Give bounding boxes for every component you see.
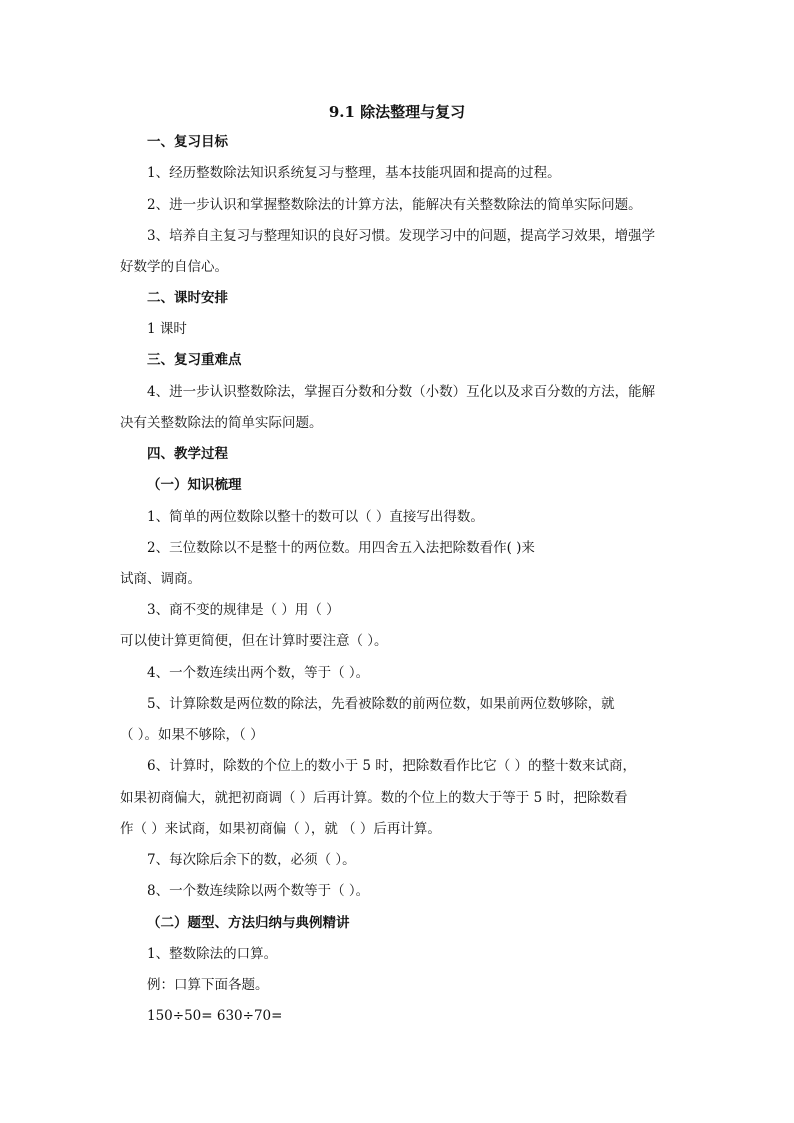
subsection-heading-examples: （二）题型、方法归纳与典例精讲 [147,915,350,931]
knowledge-item-8: 8、一个数连续除以两个数等于（ ）。 [147,883,370,899]
knowledge-item-2-continued: 试商、调商。 [120,571,201,587]
knowledge-item-1: 1、简单的两位数除以整十的数可以（ ）直接写出得数。 [147,509,484,525]
objective-item-3: 3、培养自主复习与整理知识的良好习惯。发现学习中的问题，提高学习效果，增强学 [147,228,656,244]
key-point-item-4-continued: 决有关整数除法的简单实际问题。 [120,415,323,431]
knowledge-item-6: 6、计算时，除数的个位上的数小于 5 时，把除数看作比它（ ）的整十数来试商， [147,758,637,774]
section-heading-schedule: 二、课时安排 [147,290,228,306]
objective-item-2: 2、进一步认识和掌握整数除法的计算方法，能解决有关整数除法的简单实际问题。 [147,197,642,213]
section-heading-objectives: 一、复习目标 [147,134,228,150]
objective-item-1: 1、经历整数除法知识系统复习与整理，基本技能巩固和提高的过程。 [147,165,561,181]
subsection-heading-knowledge: （一）知识梳理 [147,477,242,493]
knowledge-item-5-continued: （ ）。如果不够除，（ ） [120,727,264,743]
knowledge-item-6-continued-2: 作（ ）来试商，如果初商偏（ ），就 （ ）后再计算。 [120,821,441,837]
schedule-text: 1 课时 [147,321,187,337]
section-heading-process: 四、教学过程 [147,446,228,462]
knowledge-item-5: 5、计算除数是两位数的除法，先看被除数的前两位数，如果前两位数够除，就 [147,696,615,712]
document-title: 9.1 除法整理与复习 [328,103,466,121]
key-point-item-4: 4、进一步认识整数除法，掌握百分数和分数（小数）互化以及求百分数的方法，能解 [147,384,656,400]
knowledge-item-3-continued: 可以使计算更简便，但在计算时要注意（ ）。 [120,633,388,649]
example-problems: 150÷50= 630÷70= [147,1008,283,1024]
knowledge-item-2: 2、三位数除以不是整十的两位数。用四舍五入法把除数看作( )来 [147,540,535,556]
knowledge-item-6-continued-1: 如果初商偏大，就把初商调（ ）后再计算。数的个位上的数大于等于 5 时，把除数看 [120,790,628,806]
knowledge-item-7: 7、每次除后余下的数，必须（ ）。 [147,852,356,868]
knowledge-item-4: 4、一个数连续出两个数，等于（ ）。 [147,665,370,681]
knowledge-item-3: 3、商不变的规律是（ ）用（ ） [147,602,340,618]
example-topic-1: 1、整数除法的口算。 [147,946,278,962]
example-prompt: 例：口算下面各题。 [147,977,269,993]
section-heading-key-points: 三、复习重难点 [147,352,242,368]
objective-item-3-continued: 好数学的自信心。 [120,259,228,275]
